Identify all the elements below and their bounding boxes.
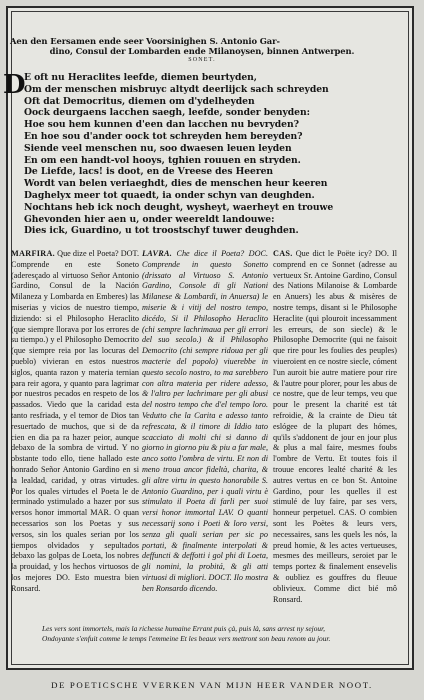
speaker-laura: LAVRA.: [142, 249, 173, 258]
poem-line: De Liefde, lacs! is doot, en de Vreese des Heeren: [24, 166, 274, 178]
spanish-text: Que dize el Poeta? DOT. Comprende en este Soneto (aderesçado al virtuoso Señor Antonio Gardino, Consul de la Nación Milaneza y Lombarda en Emberes) las miserias y vicios de nuestro tiempo, diziendo: si el Philosopho Heraclito (que siempre llorava por los errores de su tiempo.) y el Philosopho Democrito (que siempre reia por las locuras del pueblo) vivieran en estos nuestros siglos, quanta razon y materia ternian para reir agora, y quanto para lagrimar por nuestros pecados en respeto de los passados. Viedo que la caridad esta tanto resfriada, y el temor de Dios tan resuertado de muchos, que si de da cien en dia pa ra hazer peior, aunque debaxo de la sombra de virtud. Y no obstante todo ello, tiene hallado este honrado Señor Antonio Gardino en si la lealdad, caridad, y otras virtudes. Por los quales virtudes el Poeta le de terminado ystimulado a hazer por sus versos honor immortal MAR. O quan necessarios son los Poetas y sus versos, sin los quales serian por los tiempos olvidados y sepultados debaxo las golpas de Loeta, los nobres la prouidad, y los hechos virtuosos de los mejores DO. Esto muestra bien Ronsard.: [11, 249, 139, 593]
sonet-label: SONET.: [188, 57, 216, 63]
spanish-commentary: [11, 249, 139, 593]
dedication-line-1: Aen den Eersamen ende seer Voorsinighen S. Antonio Gar-: [10, 36, 280, 46]
italian-commentary: [142, 249, 268, 593]
dedication-line-2: dino, Consul der Lombarden ende Milanoysen, binnen Antwerpen.: [49, 46, 355, 56]
ronsard-verses: [42, 624, 392, 644]
ronsard-line-1: Les vers sont immortels, mais la richesse humaine Errant puis çà, puis là, sans arrest ny sejour,: [42, 624, 326, 633]
drop-cap: D: [3, 70, 26, 100]
poem-line: Nochtans heb ick noch deught, wysheyt, waerheyt en trouwe: [24, 201, 334, 213]
dedication-heading: [10, 36, 394, 65]
poem-line: E oft nu Heraclites leefde, diemen beurtyden,: [24, 72, 257, 83]
french-commentary: [273, 249, 398, 604]
french-text: Que dict le Poëte icy? DO. Il comprend en ce Sonnet (adresse au vertueux Sr. Antoine Gardino, Consul des Nations Milanoise & Lombarde en Anuers) les abus & misères de nostre temps, disant si le Philosophe Heraclite (qui plouroit incessamment les erreurs, de son siecle) & le Philosophe Democrite (qui ne faisoit que rire pour les foulies des peuples) viueroient en ce nostre siecle, cóment l'un auroit bie autre matiere pour rire & l'autre pour plorer, pour les abus de ce nostre, que de leur temps, veu que pour le present la charité est tát refroidie, & la crainte de Dieu tát eslógee de la plupart des hómes, qu'ils s'addonent de jour en jour plus & plus a mal faire, mesmes foubs l'ombre de Vertu. Et toutes fois il trouue encores lealté charité & les autres vertus en ce bon St. Antoine Gardino, pour les quelles il est stimulé de luy faire, par ses vers, honneur perpetuel. CAS. O combien sont les Poètes & leurs vers, necessaires, sans les quels les nós, la preud homie, & les actes vertueuses, mesmes des meilleurs, seroiet par le temps portez & finalement ensevelis & oubliez es gouffres du fleuue oblivieux. Comme dict bié mô Ronsard.: [273, 249, 398, 604]
poem-line: Hoe sou hem kunnen d'een dan lacchen nu bevryden?: [24, 119, 299, 131]
poem-line: Dies ick, Guardino, u tot troostschyf tuwer deughden.: [24, 225, 299, 237]
poem-line: En hoe sou d'ander oock tot schreyden hem bereyden?: [24, 130, 303, 142]
italian-text: Che dice il Poeta? DOC. Comprende in questo Sonetto (drissato al Virtuoso S. Antonio Gardino, Console di gli Nationi Milanese & Lombardi, in Anuersa) le miserie & i vitij del nostro tempo, dicédo, Si il Philosopho Heraclito (chi sempre lachrimaua per gli errori del suo secolo.) & il Philosopho Democrito (chi sempre ridoua per gli macterie del popolo) viuerebbe in questo secolo nostro, to ma sarebbero con altra materia per ridere adesso, & l'altro per lachrimare per gli abusi del nostro tempo che d'el tempo loro. Vedutto che la Carita e adesso tanto refrescata, & il timore di Iddio tato scacciato di molti chi si danno di giorno in giorno piu & piu a far male, anco sotto l'ombra de virtu. Et non di meno troua ancor fideltà, charita, & gli altre virtu in questo honorabile S. Antonio Guardino, per i quali virtu è stimulato il Poeta di farli per suoi versi honor immortal LAV. O quanti necessarij sono i Poeti & loro versi, senza gli quali serian per sic po portati, & finalmente interpolati & deffuncti & deffotti i gol phi di Loeta, gli nomini, la probitá, & gli atti virtuosi di migliori. DOCT. Ilo mostra ben Ronsardo dicendo.: [142, 249, 268, 593]
ronsard-line-2: Ondoyante s'enfuit comme le temps l'emmeine Et les beaux vers mettront son beau renom au jour.: [42, 634, 331, 643]
speaker-marfira: MARFIRA.: [11, 249, 56, 258]
poem-line: Daghelyx meer tot quaedt, ia onder schyn van deughden.: [24, 189, 315, 201]
commentary-columns: [11, 249, 398, 604]
poem-line: Oock deurgaens lacchen saegh, leefde, sonder benyden:: [24, 107, 310, 119]
poem-line: En om een handt-vol hooys, tghien rouuen en stryden.: [24, 154, 301, 166]
poem-line: Siende veel menschen nu, soo dwaesen leuen leyden: [24, 142, 292, 154]
poem-line: Wordt van belen veriaeghdt, dies de menschen heur keeren: [24, 178, 328, 190]
poem-line: Oft dat Democritus, diemen om d'ydelheyden: [24, 95, 255, 107]
poem-line: Ghevonden hier aen u, onder weereldt landouwe:: [24, 213, 275, 225]
speaker-cas: CAS.: [273, 249, 293, 258]
sonnet-poem: [24, 72, 394, 237]
running-footer: DE POETICSCHE VVERKEN VAN MIJN HEER VANDER NOOT.: [51, 680, 373, 690]
poem-line: Om der menschen misbruyc altydt deerlijck sach schreyden: [24, 83, 329, 95]
